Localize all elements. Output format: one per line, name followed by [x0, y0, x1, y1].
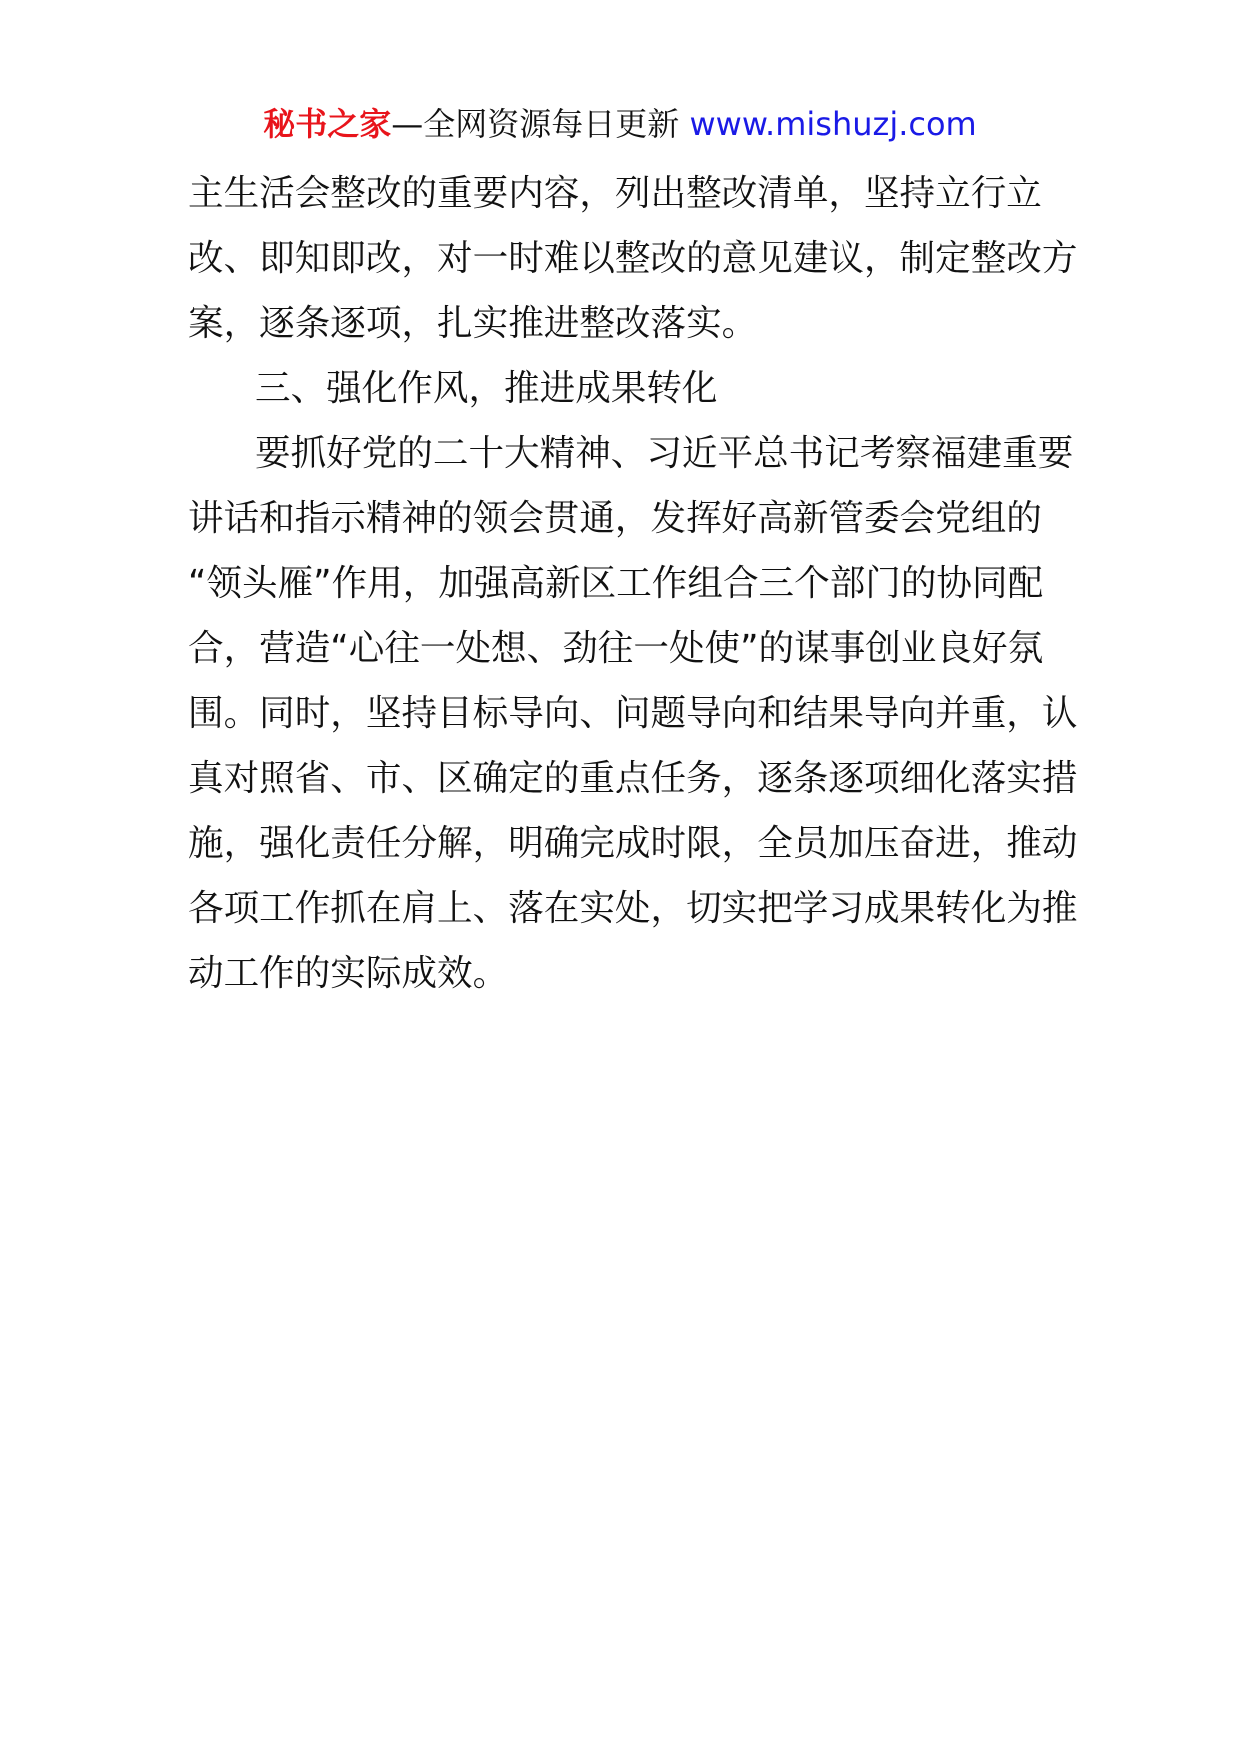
page-header: [0, 100, 1240, 148]
text-line: 案，逐条逐项，扎实推进整改落实。: [188, 303, 758, 344]
text-line: 各项工作抓在肩上、落在实处，切实把学习成果转化为推: [188, 888, 1078, 929]
brand-name: 秘书之家: [263, 105, 392, 143]
text-line: 主生活会整改的重要内容，列出整改清单，坚持立行立: [188, 173, 1042, 214]
text-line: 要抓好党的二十大精神、习近平总书记考察福建重要: [255, 433, 1074, 474]
text-line: 动工作的实际成效。: [188, 953, 509, 994]
text-line: 合，营造“心往一处想、劲往一处使”的谋事创业良好氛: [188, 628, 1044, 669]
text-line: 真对照省、市、区确定的重点任务，逐条逐项细化落实措: [188, 758, 1078, 799]
section-heading: 三、强化作风，推进成果转化: [255, 368, 718, 409]
text-line: 施，强化责任分解，明确完成时限，全员加压奋进，推动: [188, 823, 1078, 864]
text-line: “领头雁”作用，加强高新区工作组合三个部门的协同配: [188, 563, 1044, 604]
header-url[interactable]: www.mishuzj.com: [689, 105, 977, 143]
document-body: [188, 161, 1078, 1006]
header-tagline: —全网资源每日更新: [391, 105, 680, 143]
text-line: 讲话和指示精神的领会贯通，发挥好高新管委会党组的: [188, 498, 1042, 539]
text-line: 改、即知即改，对一时难以整改的意见建议，制定整改方: [188, 238, 1078, 279]
text-line: 围。同时，坚持目标导向、问题导向和结果导向并重，认: [188, 693, 1078, 734]
